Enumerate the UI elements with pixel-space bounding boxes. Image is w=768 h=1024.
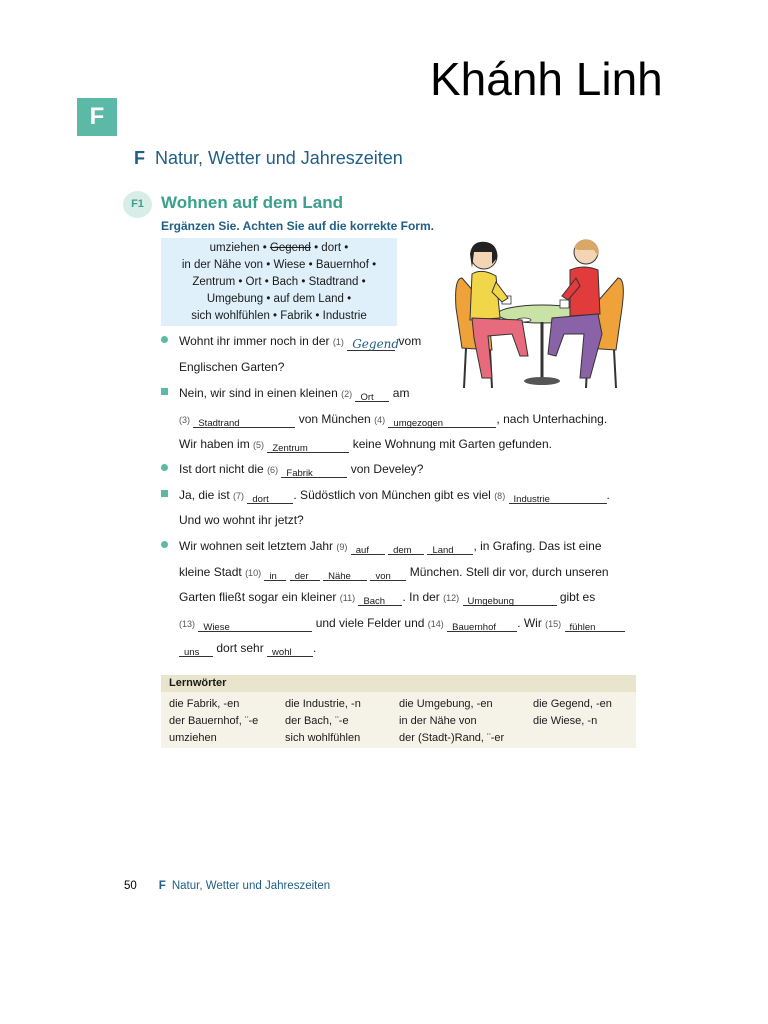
dialog-line: Ist dort nicht die (6) Fabrik von Develey? bbox=[179, 462, 424, 479]
student-name: Khánh Linh bbox=[430, 53, 663, 105]
answer-gap[interactable]: dort bbox=[247, 491, 293, 504]
chapter-heading bbox=[134, 148, 403, 169]
word-item: • dort • bbox=[314, 242, 349, 254]
lernwoerter-column: die Gegend, -en die Wiese, -n bbox=[533, 698, 612, 727]
dialog-line: (13) Wiese und viele Felder und (14) Bauernhof . Wir (15) fühlen bbox=[179, 616, 625, 632]
lernwoerter-column: die Industrie, -n der Bach, ¨-e sich wohlfühlen bbox=[285, 698, 361, 744]
answer-gap[interactable]: umgezogen bbox=[388, 415, 496, 428]
answer-gap[interactable]: Industrie bbox=[509, 491, 607, 504]
answer-gap[interactable]: Gegend bbox=[347, 338, 395, 351]
footer-letter: F bbox=[158, 880, 166, 892]
word-line: in der Nähe von • Wiese • Bauernhof • bbox=[181, 259, 377, 271]
word-item: umziehen • bbox=[209, 242, 267, 254]
dialog-line: kleine Stadt (10) in der Nähe von München. Stell dir vor, durch unseren bbox=[179, 565, 609, 582]
answer-gap[interactable]: der bbox=[290, 568, 320, 581]
chapter-letter: F bbox=[134, 148, 145, 168]
dialog-line: Und wo wohnt ihr jetzt? bbox=[179, 513, 304, 527]
footer-title: Natur, Wetter und Jahreszeiten bbox=[171, 880, 331, 892]
dialog-line: Wir haben im (5) Zentrum keine Wohnung mit Garten gefunden. bbox=[179, 437, 552, 454]
answer-gap[interactable]: fühlen bbox=[565, 619, 625, 632]
dialog-line: (3) Stadtrand von München (4) umgezogen , nach Unterhaching. bbox=[179, 412, 608, 429]
answer-gap[interactable]: dem bbox=[388, 542, 424, 555]
word-box bbox=[161, 238, 397, 326]
dialog-line: Wir wohnen seit letztem Jahr (9) auf dem Land , in Grafing. Das ist eine bbox=[179, 539, 602, 556]
answer-gap[interactable]: Stadtrand bbox=[193, 415, 295, 428]
exercise-instruction: Ergänzen Sie. Achten Sie auf die korrekte Form. bbox=[161, 219, 434, 233]
lernwoerter-column: die Umgebung, -en in der Nähe von der (Stadt-)Rand, ¨-er bbox=[399, 698, 505, 744]
answer-gap[interactable]: Land bbox=[427, 542, 473, 555]
page-number: 50 bbox=[124, 880, 137, 892]
answer-gap[interactable]: Ort bbox=[355, 389, 389, 402]
answer-gap[interactable]: auf bbox=[351, 542, 385, 555]
illustration-two-people-at-table bbox=[452, 238, 628, 390]
section-badge: F bbox=[77, 98, 117, 136]
lernwoerter-column: die Fabrik, -en der Bauernhof, ¨-e umziehen bbox=[169, 698, 259, 744]
page-footer bbox=[124, 880, 330, 892]
answer-gap[interactable]: in bbox=[264, 568, 286, 581]
lernwoerter-title: Lernwörter bbox=[161, 675, 636, 692]
exercise-number: F1 bbox=[123, 191, 152, 218]
answer-gap[interactable]: Fabrik bbox=[281, 465, 347, 478]
answer-gap[interactable]: Bach bbox=[358, 593, 402, 606]
answer-gap[interactable]: Zentrum bbox=[267, 440, 349, 453]
speaker-a-marker bbox=[161, 541, 168, 548]
word-line: sich wohlfühlen • Fabrik • Industrie bbox=[191, 310, 367, 322]
answer-gap[interactable]: wohl bbox=[267, 644, 313, 657]
speaker-b-marker bbox=[161, 490, 168, 497]
answer-gap[interactable]: von bbox=[370, 568, 406, 581]
chapter-title: Natur, Wetter und Jahreszeiten bbox=[155, 148, 403, 168]
answer-gap[interactable]: Nähe bbox=[323, 568, 367, 581]
dialog-line: Nein, wir sind in einen kleinen (2) Ort am bbox=[179, 386, 410, 403]
dialog-line: Wohnt ihr immer noch in der (1) Gegend vom bbox=[179, 334, 422, 351]
exercise-title: Wohnen auf dem Land bbox=[161, 193, 343, 212]
word-item-used: Gegend bbox=[269, 242, 311, 254]
answer-gap[interactable]: Bauernhof bbox=[447, 619, 517, 632]
lernwoerter-box bbox=[161, 675, 636, 748]
answer-gap[interactable]: Umgebung bbox=[463, 593, 557, 606]
speaker-a-marker bbox=[161, 464, 168, 471]
dialog-line: Englischen Garten? bbox=[179, 360, 285, 374]
word-line: Umgebung • auf dem Land • bbox=[206, 293, 352, 305]
word-line: Zentrum • Ort • Bach • Stadtrand • bbox=[192, 276, 366, 288]
answer-gap[interactable]: uns bbox=[179, 644, 213, 657]
speaker-b-marker bbox=[161, 388, 168, 395]
answer-gap[interactable]: Wiese bbox=[198, 619, 312, 632]
speaker-a-marker bbox=[161, 336, 168, 343]
dialog-line: Ja, die ist (7) dort . Südöstlich von München gibt es viel (8) Industrie . bbox=[179, 488, 610, 505]
dialog-line: Garten fließt sogar ein kleiner (11) Bach . In der (12) Umgebung gibt es bbox=[179, 590, 596, 607]
dialog-line: uns dort sehr wohl . bbox=[179, 641, 316, 657]
